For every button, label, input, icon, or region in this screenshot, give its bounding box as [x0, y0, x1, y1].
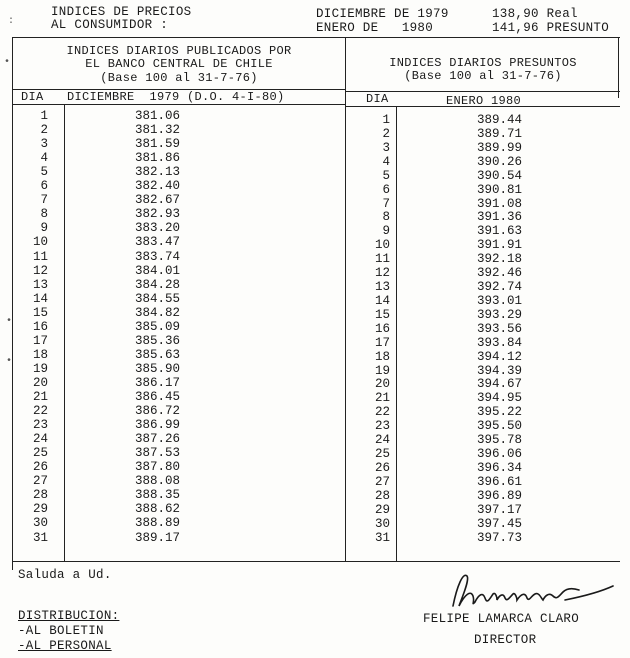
signer-name: FELIPE LAMARCA CLARO [423, 612, 580, 626]
left-col-day: DIA [21, 90, 44, 104]
distribution-item-personal: -AL PERSONAL [18, 639, 112, 653]
left-table-day-cell: 5 [40, 165, 48, 180]
right-table-row [0, 263, 630, 281]
right-col-day: DIA [366, 92, 389, 106]
right-table-day-cell: 12 [374, 266, 390, 281]
right-table-row [0, 319, 630, 337]
right-table-value-cell: 392.18 [477, 252, 523, 267]
header-label-line2: AL CONSUMIDOR : [51, 18, 169, 32]
distribution-item-boletin: -AL BOLETIN [18, 624, 104, 638]
left-table-day-cell: 12 [32, 263, 48, 278]
right-table-value-cell: 391.63 [477, 224, 523, 239]
right-table-day-cell: 15 [374, 307, 390, 322]
right-table-row [0, 448, 630, 462]
right-table-day-cell: 1 [382, 113, 390, 127]
left-col-month: DICIEMBRE 1979 (D.O. 4-I-80) [67, 90, 285, 104]
right-col-month: ENERO 1980 [446, 94, 522, 108]
left-table-day-cell: 24 [32, 432, 48, 447]
right-table-row [0, 249, 630, 267]
signature [445, 566, 620, 616]
left-table-day-cell: 30 [32, 516, 48, 531]
right-table-day-cell: 8 [382, 210, 390, 225]
left-colhead-rule [12, 104, 345, 105]
right-table-row [0, 333, 630, 351]
left-table-day-cell: 9 [40, 221, 48, 236]
margin-mark: • [4, 57, 11, 68]
right-table-day-cell: 19 [374, 363, 390, 378]
left-table-value-cell: 381.86 [135, 151, 181, 166]
right-table-value-cell: 390.54 [477, 168, 523, 183]
right-table-value-cell: 396.34 [477, 461, 523, 475]
right-table-day-cell: 3 [382, 140, 390, 155]
right-table-value-cell: 391.91 [477, 238, 523, 253]
left-table-value-cell: 387.26 [135, 432, 181, 447]
right-table-day-cell: 27 [374, 474, 390, 489]
right-table-day-cell: 18 [374, 349, 390, 364]
header-period-1: DICIEMBRE DE 1979 [316, 7, 449, 21]
right-table-row [0, 476, 630, 490]
left-table-day-cell: 28 [32, 488, 48, 503]
right-table-value-cell: 393.56 [477, 321, 523, 336]
left-table-day-cell: 13 [32, 277, 48, 292]
right-table-row [0, 142, 630, 156]
right-table-row [0, 347, 630, 365]
right-table-day-cell: 29 [374, 502, 390, 517]
left-table-day-cell: 19 [32, 361, 48, 376]
right-table-value-cell: 389.71 [477, 126, 523, 141]
right-table-value-cell: 392.46 [477, 266, 523, 281]
left-table-day-cell: 15 [32, 305, 48, 320]
left-table-value-cell: 386.99 [135, 418, 181, 433]
distribution-title: DISTRIBUCION: [18, 609, 120, 623]
left-table-day-cell: 27 [32, 474, 48, 489]
right-table-row [0, 211, 630, 225]
left-table-day-cell: 25 [32, 446, 48, 461]
right-table-row [0, 504, 630, 518]
right-table-day-cell: 30 [374, 516, 390, 531]
right-table-day-cell: 17 [374, 335, 390, 350]
right-table-value-cell: 397.73 [477, 530, 523, 545]
right-table-day-cell: 21 [374, 391, 390, 406]
left-table-value-cell: 382.67 [135, 193, 181, 208]
left-table-day-cell: 22 [32, 404, 48, 419]
right-table-day-cell: 26 [374, 461, 390, 475]
left-table-value-cell: 386.72 [135, 404, 181, 419]
right-table-row [0, 114, 630, 128]
left-table-value-cell: 388.08 [135, 474, 181, 489]
left-table-day-cell: 11 [32, 249, 48, 264]
left-table-value-cell: 385.36 [135, 333, 181, 348]
right-title-line1: INDICES DIARIOS PRESUNTOS [389, 56, 577, 70]
right-table-day-cell: 16 [374, 321, 390, 336]
margin-mark: • [6, 316, 13, 327]
right-table-row [0, 291, 630, 309]
left-table-value-cell: 385.90 [135, 361, 181, 376]
right-table-value-cell: 393.29 [477, 307, 523, 322]
right-table-value-cell: 397.45 [477, 516, 523, 531]
right-table-value-cell: 389.44 [477, 113, 523, 127]
right-table-value-cell: 397.17 [477, 502, 523, 517]
left-table-value-cell: 382.40 [135, 179, 181, 194]
right-table-day-cell: 2 [382, 126, 390, 141]
right-table-day-cell: 14 [374, 293, 390, 308]
right-table-day-cell: 10 [374, 238, 390, 253]
left-table-day-cell: 23 [32, 418, 48, 433]
right-table-day-cell: 5 [382, 168, 390, 183]
right-table-row [0, 361, 630, 379]
left-table-value-cell: 384.55 [135, 291, 181, 306]
left-table-value-cell: 382.93 [135, 207, 181, 222]
left-table-value-cell: 381.32 [135, 123, 181, 138]
left-table-value-cell: 384.01 [135, 263, 181, 278]
right-table-value-cell: 395.50 [477, 419, 523, 434]
left-table-day-cell: 21 [32, 390, 48, 404]
left-table-value-cell: 384.82 [135, 305, 181, 320]
left-table-value-cell: 383.20 [135, 221, 181, 236]
left-table-day-cell: 3 [40, 137, 48, 152]
left-table-day-cell: 1 [40, 109, 48, 123]
left-table-day-cell: 14 [32, 291, 48, 306]
right-table-value-cell: 396.61 [477, 474, 523, 489]
left-table-day-cell: 10 [32, 235, 48, 250]
right-table-row [0, 239, 630, 253]
left-table-day-cell: 8 [40, 207, 48, 222]
right-table-row [0, 128, 630, 142]
left-table-value-cell: 386.17 [135, 375, 181, 390]
right-table-day-cell: 6 [382, 182, 390, 197]
right-table-row [0, 170, 630, 184]
left-table-value-cell: 385.63 [135, 347, 181, 362]
right-table-day-cell: 28 [374, 488, 390, 503]
right-table-day-cell: 25 [374, 447, 390, 462]
right-table-row [0, 375, 630, 392]
right-table-row [0, 305, 630, 323]
right-table-row [0, 518, 630, 532]
left-table-day-cell: 16 [32, 319, 48, 334]
table-top-rule [12, 37, 620, 38]
left-table-value-cell: 381.06 [135, 109, 181, 123]
left-title-line2: EL BANCO CENTRAL DE CHILE [85, 57, 273, 71]
left-table-value-cell: 386.45 [135, 390, 181, 404]
right-table-row [0, 225, 630, 239]
left-table-day-cell: 20 [32, 375, 48, 390]
right-table-day-cell: 7 [382, 196, 390, 211]
right-table-row [0, 490, 630, 504]
left-table-day-cell: 18 [32, 347, 48, 362]
right-table-row [0, 156, 630, 170]
right-table-value-cell: 390.81 [477, 182, 523, 197]
right-table-day-cell: 9 [382, 224, 390, 239]
right-table-row [0, 184, 630, 198]
right-table-row [0, 532, 630, 546]
greeting: Saluda a Ud. [18, 568, 112, 582]
table-bottom-rule [12, 561, 620, 562]
right-table-day-cell: 24 [374, 433, 390, 448]
right-table-row [0, 406, 630, 420]
right-table-value-cell: 393.84 [477, 335, 523, 350]
left-table-value-cell: 388.62 [135, 502, 181, 517]
left-table-value-cell: 383.47 [135, 235, 181, 250]
left-title-line3: (Base 100 al 31-7-76) [100, 71, 258, 85]
left-table-value-cell: 388.35 [135, 488, 181, 503]
right-table-row [0, 392, 630, 406]
right-table-value-cell: 394.39 [477, 363, 523, 378]
left-table-day-cell: 2 [40, 123, 48, 138]
right-table-value-cell: 391.36 [477, 210, 523, 225]
right-table-day-cell: 23 [374, 419, 390, 434]
left-table-day-cell: 29 [32, 502, 48, 517]
right-table-row [0, 462, 630, 476]
left-table-value-cell: 382.13 [135, 165, 181, 180]
right-table-value-cell: 389.99 [477, 140, 523, 155]
left-table-day-cell: 7 [40, 193, 48, 208]
left-table-day-cell: 6 [40, 179, 48, 194]
right-table-row [0, 277, 630, 295]
right-title-line2: (Base 100 al 31-7-76) [404, 69, 562, 83]
signer-title: DIRECTOR [474, 633, 537, 647]
left-table-value-cell: 384.28 [135, 277, 181, 292]
right-table-value-cell: 390.26 [477, 154, 523, 169]
right-table-value-cell: 394.12 [477, 349, 523, 364]
right-table-day-cell: 4 [382, 154, 390, 169]
right-table-value-cell: 394.95 [477, 391, 523, 406]
left-table-day-cell: 4 [40, 151, 48, 166]
right-table-day-cell: 13 [374, 280, 390, 295]
right-table-row [0, 434, 630, 448]
right-table-day-cell: 20 [374, 377, 390, 392]
left-table-value-cell: 389.17 [135, 530, 181, 545]
right-table-day-cell: 11 [374, 252, 390, 267]
left-title-line1: INDICES DIARIOS PUBLICADOS POR [66, 44, 292, 58]
left-table-day-cell: 31 [32, 530, 48, 545]
margin-mark: • [6, 356, 13, 367]
left-table-value-cell: 387.80 [135, 460, 181, 475]
left-table-value-cell: 381.59 [135, 137, 181, 152]
right-table-value-cell: 393.01 [477, 293, 523, 308]
header-value-2: 141,96 PRESUNTO [492, 21, 610, 35]
right-table-day-cell: 31 [374, 530, 390, 545]
left-table-value-cell: 385.09 [135, 319, 181, 334]
left-table-value-cell: 387.53 [135, 446, 181, 461]
right-table-row [0, 420, 630, 434]
right-table-value-cell: 396.89 [477, 488, 523, 503]
left-table-value-cell: 388.89 [135, 516, 181, 531]
left-table-day-cell: 17 [32, 333, 48, 348]
left-table-day-cell: 26 [32, 460, 48, 475]
margin-mark: : [8, 16, 15, 27]
right-table-row [0, 198, 630, 212]
right-table-value-cell: 394.67 [477, 377, 523, 392]
right-table-value-cell: 391.08 [477, 196, 523, 211]
right-table-value-cell: 396.06 [477, 447, 523, 462]
header-label-line1: INDICES DE PRECIOS [51, 5, 192, 19]
right-table-value-cell: 395.78 [477, 433, 523, 448]
left-table-value-cell: 383.74 [135, 249, 181, 264]
right-table-day-cell: 22 [374, 405, 390, 420]
right-table-value-cell: 392.74 [477, 280, 523, 295]
right-table-value-cell: 395.22 [477, 405, 523, 420]
header-value-1: 138,90 Real [492, 7, 578, 21]
header-period-2: ENERO DE 1980 [316, 21, 434, 35]
